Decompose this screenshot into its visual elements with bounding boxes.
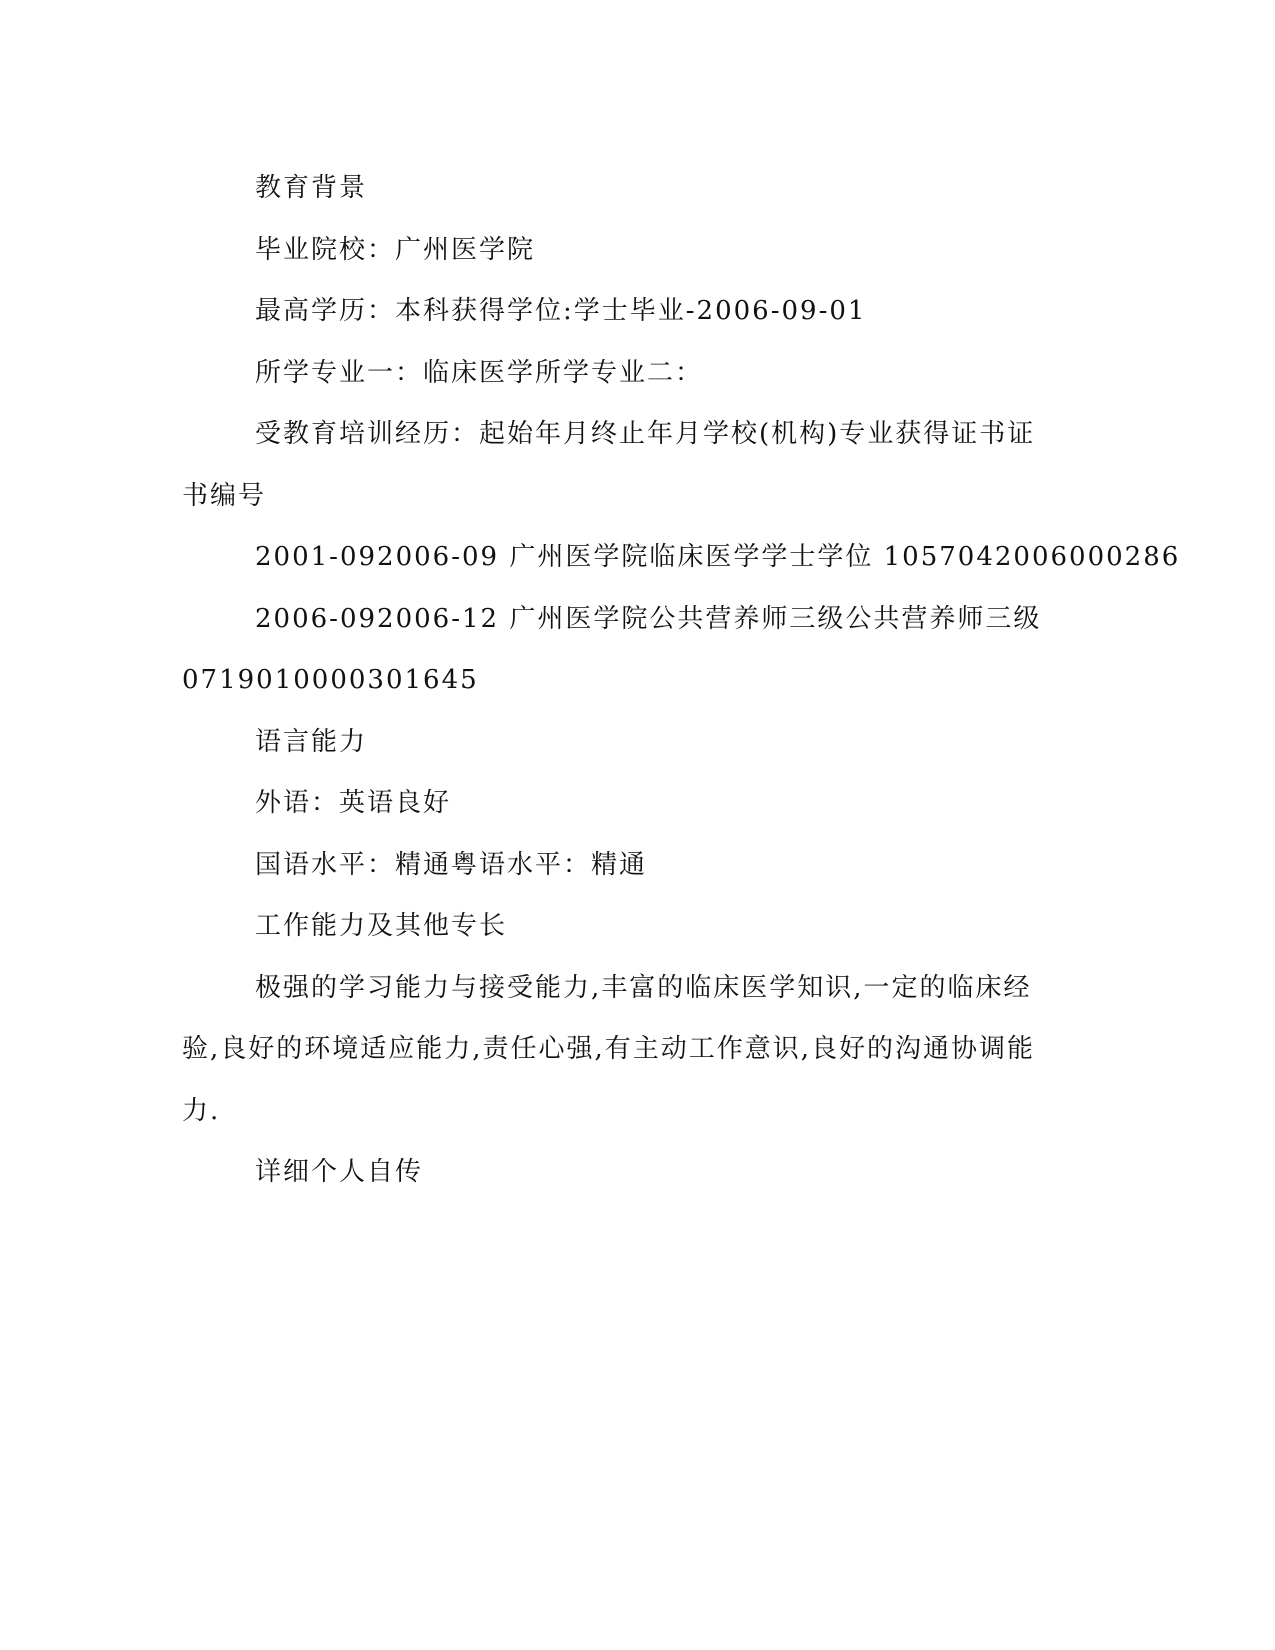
heading-autobiography: 详细个人自传 <box>255 1157 424 1187</box>
foreign-language: 外语：英语良好 <box>255 788 452 818</box>
majors: 所学专业一：临床医学所学专业二： <box>255 357 704 388</box>
heading-skills: 工作能力及其他专长 <box>255 911 508 941</box>
mandarin-cantonese-level: 国语水平：精通粤语水平：精通 <box>255 849 648 880</box>
document-body <box>182 158 1181 1204</box>
heading-language: 语言能力 <box>255 726 368 757</box>
graduation-school: 毕业院校：广州医学院 <box>255 234 536 265</box>
training-entry-1: 2001-092006-09 广州医学院临床医学学士学位 1057042006000286 <box>255 542 1181 572</box>
training-entry-2: 2006-092006-12 广州医学院公共营养师三级公共营养师三级 0719010000301645 <box>182 603 1042 695</box>
training-history-header: 受教育培训经历：起始年月终止年月学校(机构)专业获得证书证书编号 <box>182 419 1036 511</box>
highest-degree: 最高学历：本科获得学位:学士毕业-2006-09-01 <box>255 296 867 326</box>
heading-education: 教育背景 <box>255 173 368 203</box>
skills-description: 极强的学习能力与接受能力,丰富的临床医学知识,一定的临床经验,良好的环境适应能力,责任心强,有主动工作意识,良好的沟通协调能力. <box>182 972 1036 1126</box>
